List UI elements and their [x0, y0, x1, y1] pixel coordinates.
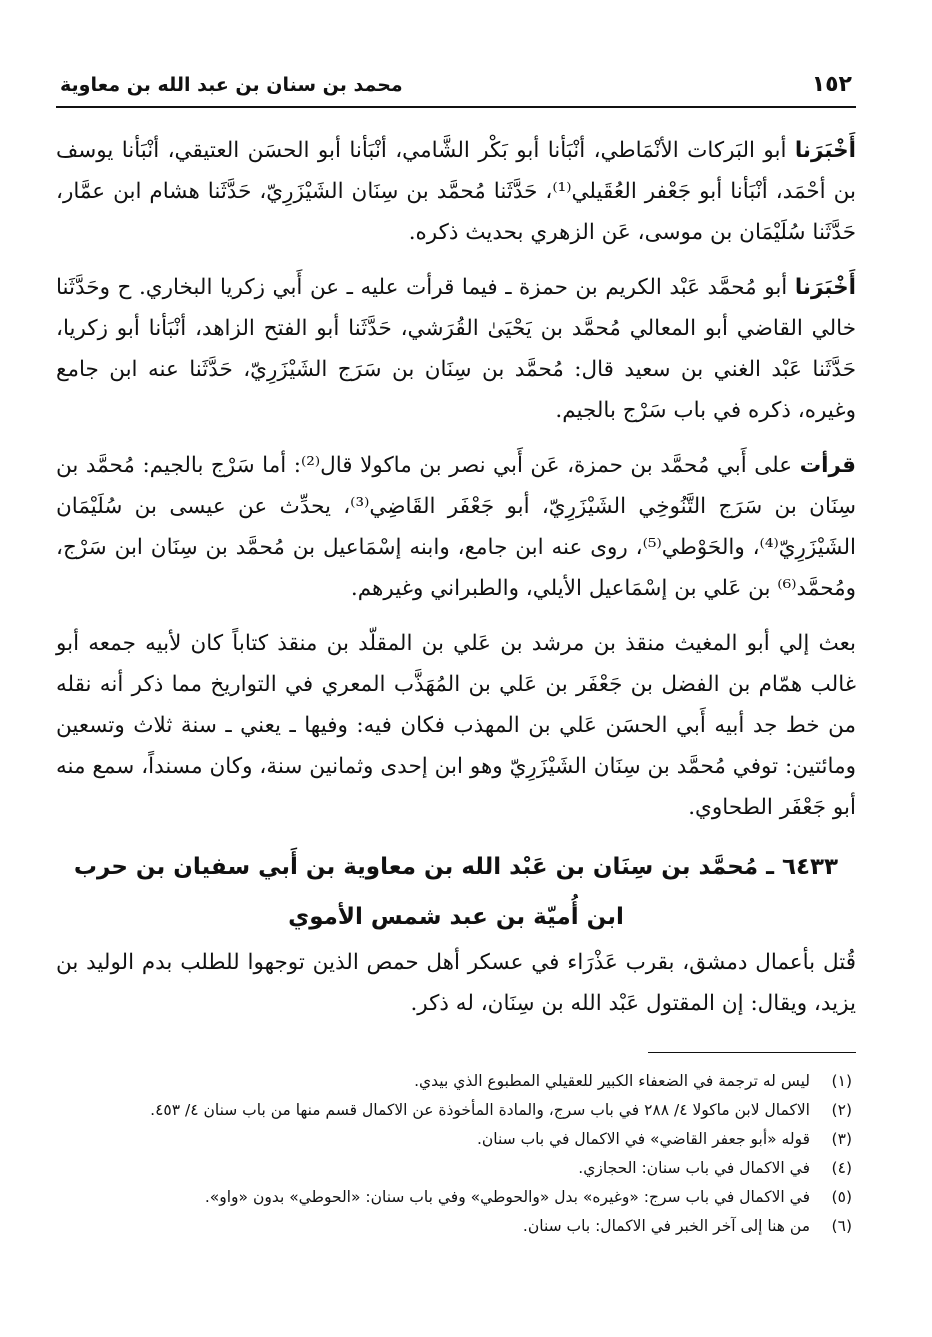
footnote-text: في الاكمال في باب سنان: الحجازي.: [578, 1159, 810, 1177]
footnote-number: (١): [831, 1072, 852, 1090]
footnote-text: قوله «أبو جعفر القاضي» في الاكمال في باب سنان.: [476, 1130, 810, 1148]
paragraph-text: أبو البَركات الأنْمَاطي، أنْبَأنا أبو بَكْر الشَّامي، أنْبَأنا أبو الحسَن العتيقي، أنْبَأنا يوسف بن أحْمَد، أنْبَأنا أبو جَعْفر العُقَيلي⁽¹⁾، حَدَّثَنا مُحمَّد بن سِنَان الشَيْزَرِيّ، حَدَّثَنا هشام ابن عمَّار، حَدَّثَنا سُلَيْمَان بن موسى، عَن الزهري بحديث ذكره.: [56, 138, 856, 245]
footnote-item: [56, 1154, 856, 1183]
footnote-number: (٥): [831, 1188, 852, 1206]
page-number: ١٥٢: [811, 72, 852, 97]
footnote-text: من هنا إلى آخر الخبر في الاكمال: باب سنان.: [522, 1217, 810, 1235]
footnote-item: [56, 1067, 856, 1096]
footnote-text: في الاكمال في باب سرج: «وغيره» بدل «والحوطي» وفي باب سنان: «الحوطي» بدون «واو».: [204, 1188, 810, 1206]
footnote-text: ليس له ترجمة في الضعفاء الكبير للعقيلي المطبوع الذي بيدي.: [414, 1072, 810, 1090]
paragraph-text: بعث إلي أبو المغيث منقذ بن مرشد بن عَلي بن المقلّد بن منقذ كتاباً كان لأبيه جمعه أبو غالب همّام بن الفضل بن جَعْفَر بن عَلي بن المُهَذَّب المعري في التواريخ مما ذكر أنه نقله من خط جد أبيه أَبي الحسَن عَلي بن المهذب فكان فيه: وفيها ـ يعني ـ سنة ثلاث وتسعين ومائتين: توفي مُحمَّد بن سِنَان الشَيْزَرِيّ وهو ابن إحدى وثمانين سنة، وكان مسنداً، سمع منه أبو جَعْفَر الطحاوي.: [56, 631, 856, 820]
paragraph-lead: أَخْبَرَنا: [794, 275, 856, 300]
entry-heading: [56, 842, 856, 942]
paragraph-text: على أَبي مُحمَّد بن حمزة، عَن أَبي نصر بن ماكولا قال⁽²⁾: أما سَرْج بالجيم: مُحمَّد بن سِنَان بن سَرَج التَّنُوخِي الشَيْزَرِيّ، أبو جَعْفَر القَاضِي⁽³⁾، يحدِّث عن عيسى بن سُلَيْمَان الشَيْزَرِيّ⁽⁴⁾، والحَوْطي⁽⁵⁾، روى عنه ابن جامع، وابنه إسْمَاعيل بن مُحمَّد بن سِنَان ابن سَرْج، ومُحمَّد⁽⁶⁾ بن عَلي بن إسْمَاعيل الأيلي، والطبراني وغيرهم.: [56, 453, 856, 601]
footnote-item: [56, 1183, 856, 1212]
running-header: [56, 64, 856, 108]
entry-heading-line-1: ٦٤٣٣ ـ مُحمَّد بن سِنَان بن عَبْد الله بن معاوية بن أَبي سفيان بن حرب: [73, 854, 839, 880]
footnote-number: (٤): [831, 1159, 852, 1177]
paragraph-4: [56, 623, 856, 828]
footnote-text: الاكمال لابن ماكولا ٤/ ٢٨٨ في باب سرج، والمادة المأخوذة عن الاكمال قسم منها من باب سنان ٤/ ٤٥٣.: [150, 1101, 810, 1119]
paragraph-2: [56, 267, 856, 431]
footnote-item: [56, 1212, 856, 1241]
book-page: [56, 64, 856, 1241]
main-text: [56, 130, 856, 1024]
entry-text: قُتل بأعمال دمشق، بقرب عَذْرَاء في عسكر أهل حمص الذين توجهوا للطلب بدم الوليد بن يزيد، ويقال: إن المقتول عَبْد الله بن سِنَان، له ذكر.: [56, 950, 856, 1016]
footnote-number: (٦): [831, 1217, 852, 1235]
footnote-item: [56, 1125, 856, 1154]
footnote-item: [56, 1096, 856, 1125]
paragraph-text: أبو مُحمَّد عَبْد الكريم بن حمزة ـ فيما قرأت عليه ـ عن أَبي زكريا البخاري. ح وحَدَّثَنا خالي القاضي أبو المعالي مُحمَّد بن يَحْيَىٰ القُرَشي، حَدَّثَنا أبو الفتح الزاهد، أنْبَأنا أبو زكريا، حَدَّثَنا عَبْد الغني بن سعيد قال: مُحمَّد بن سِنَان بن سَرَج الشَيْزَرِيّ، حَدَّثَنا عنه ابن جامع وغيره، ذكره في باب سَرْج بالجيم.: [56, 275, 856, 423]
footnotes: [56, 1067, 856, 1241]
footnote-number: (٢): [831, 1101, 852, 1119]
footnote-number: (٣): [831, 1130, 852, 1148]
paragraph-3: [56, 445, 856, 609]
running-title: محمد بن سنان بن عبد الله بن معاوية: [60, 74, 403, 96]
entry-heading-line-2: ابن أُميّة بن عبد شمس الأموي: [288, 904, 624, 930]
paragraph-lead: أَخْبَرَنا: [794, 138, 856, 163]
paragraph-1: [56, 130, 856, 253]
paragraph-lead: قرأت: [799, 453, 856, 478]
footnote-separator: [648, 1052, 856, 1053]
